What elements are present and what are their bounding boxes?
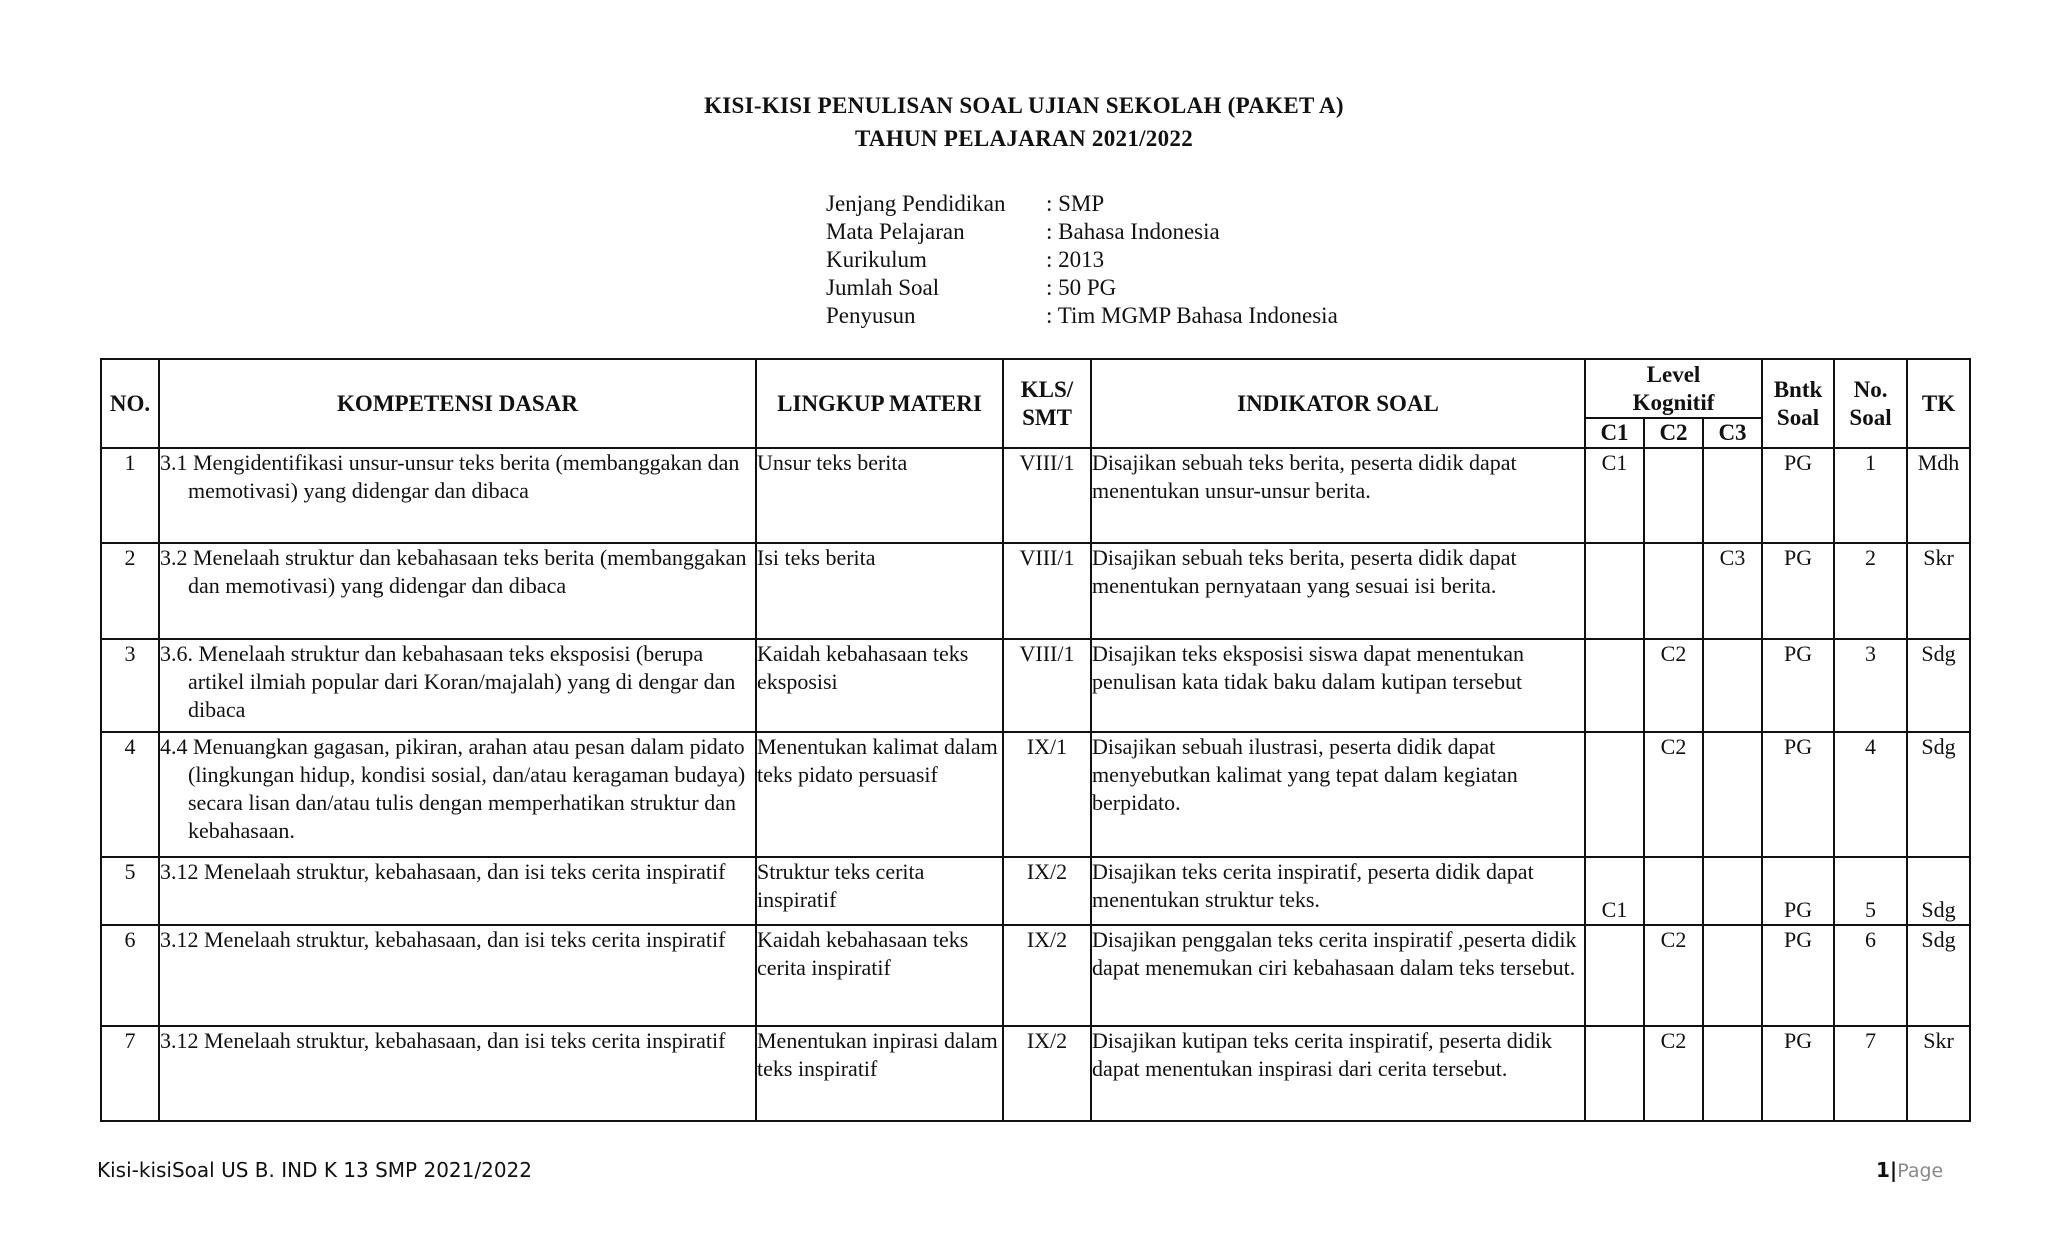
cell-bentuk-soal: PG — [1762, 448, 1834, 543]
meta-value: : SMP — [1046, 191, 1105, 216]
cell-bentuk-soal: PG — [1762, 1026, 1834, 1121]
cell-kls-smt: VIII/1 — [1003, 543, 1091, 639]
header-tk: TK — [1907, 359, 1970, 448]
cell-kompetensi-dasar — [159, 732, 756, 857]
header-kls-line1: KLS/ — [1020, 376, 1074, 402]
cell-lingkup-materi: Struktur teks cerita inspiratif — [756, 857, 1003, 925]
page-number: 1 — [1876, 1158, 1890, 1182]
cell-c2: C2 — [1644, 1026, 1703, 1121]
cell-kompetensi-dasar — [159, 925, 756, 1026]
cell-indikator: Disajikan sebuah teks berita, peserta didik dapat menentukan pernyataan yang sesuai isi berita. — [1091, 543, 1585, 639]
document-title: KISI-KISI PENULISAN SOAL UJIAN SEKOLAH (PAKET A) — [704, 93, 1344, 118]
cell-tk: Sdg — [1907, 857, 1970, 925]
header-c1: C1 — [1585, 418, 1644, 448]
table-row — [101, 732, 1970, 857]
document-subtitle: TAHUN PELAJARAN 2021/2022 — [854, 126, 1194, 151]
cell-c2 — [1644, 543, 1703, 639]
cell-no: 3 — [101, 639, 159, 732]
cell-c2 — [1644, 448, 1703, 543]
header-indikator-soal: INDIKATOR SOAL — [1091, 359, 1585, 448]
meta-value: : 50 PG — [1046, 275, 1117, 300]
header-kompetensi-dasar: KOMPETENSI DASAR — [159, 359, 756, 448]
cell-no-soal: 6 — [1834, 925, 1907, 1026]
kd-text: 3.12 Menelaah struktur, kebahasaan, dan isi teks cerita inspiratif — [160, 1028, 726, 1053]
cell-c1 — [1585, 925, 1644, 1026]
cell-indikator: Disajikan penggalan teks cerita inspiratif ,peserta didik dapat menemukan ciri kebahasaan dalam teks tersebut. — [1091, 925, 1585, 1026]
cell-no-soal: 5 — [1834, 857, 1907, 925]
cell-kompetensi-dasar — [159, 448, 756, 543]
meta-row-mapel — [826, 218, 1338, 246]
kd-text: 3.2 Menelaah struktur dan kebahasaan teks berita (membanggakan dan memotivasi) yang didengar dan dibaca — [160, 545, 747, 598]
header-level-kognitif — [1585, 359, 1762, 418]
cell-c2: C2 — [1644, 925, 1703, 1026]
cell-c1: C1 — [1585, 448, 1644, 543]
footer-page-indicator — [1876, 1158, 1943, 1182]
cell-bentuk-soal: PG — [1762, 732, 1834, 857]
meta-label: Penyusun — [826, 303, 916, 328]
cell-tk: Sdg — [1907, 925, 1970, 1026]
header-c3: C3 — [1703, 418, 1762, 448]
cell-kompetensi-dasar — [159, 1026, 756, 1121]
meta-label: Mata Pelajaran — [826, 219, 965, 244]
cell-c3 — [1703, 925, 1762, 1026]
document-metadata — [826, 190, 1338, 330]
cell-lingkup-materi: Menentukan kalimat dalam teks pidato persuasif — [756, 732, 1003, 857]
cell-no-soal: 7 — [1834, 1026, 1907, 1121]
cell-indikator: Disajikan sebuah ilustrasi, peserta didik dapat menyebutkan kalimat yang tepat dalam kegiatan berpidato. — [1091, 732, 1585, 857]
header-bentuk-soal — [1762, 359, 1834, 448]
table-row — [101, 543, 1970, 639]
cell-no: 4 — [101, 732, 159, 857]
header-c2: C2 — [1644, 418, 1703, 448]
cell-kls-smt: IX/2 — [1003, 857, 1091, 925]
cell-tk: Sdg — [1907, 732, 1970, 857]
cell-c3 — [1703, 448, 1762, 543]
cell-kls-smt: IX/1 — [1003, 732, 1091, 857]
cell-kls-smt: IX/2 — [1003, 1026, 1091, 1121]
cell-indikator: Disajikan teks eksposisi siswa dapat menentukan penulisan kata tidak baku dalam kutipan tersebut — [1091, 639, 1585, 732]
cell-c1 — [1585, 639, 1644, 732]
header-nosoal-line2: Soal — [1849, 404, 1892, 430]
cell-indikator: Disajikan teks cerita inspiratif, peserta didik dapat menentukan struktur teks. — [1091, 857, 1585, 925]
kd-text: 3.12 Menelaah struktur, kebahasaan, dan isi teks cerita inspiratif — [160, 859, 726, 884]
cell-c3 — [1703, 857, 1762, 925]
meta-label: Kurikulum — [826, 247, 927, 272]
header-level-line1: Level — [1646, 361, 1701, 387]
meta-value: : Tim MGMP Bahasa Indonesia — [1046, 303, 1338, 328]
kd-text: 3.12 Menelaah struktur, kebahasaan, dan isi teks cerita inspiratif — [160, 927, 726, 952]
meta-row-penyusun — [826, 302, 1338, 330]
kd-text: 3.6. Menelaah struktur dan kebahasaan teks eksposisi (berupa artikel ilmiah popular dari Koran/majalah) yang di dengar dan dibaca — [160, 641, 736, 722]
cell-kls-smt: IX/2 — [1003, 925, 1091, 1026]
header-lingkup-materi: LINGKUP MATERI — [756, 359, 1003, 448]
cell-bentuk-soal: PG — [1762, 639, 1834, 732]
cell-c3: C3 — [1703, 543, 1762, 639]
kd-text: 3.1 Mengidentifikasi unsur-unsur teks berita (membanggakan dan memotivasi) yang didengar dan dibaca — [160, 450, 740, 503]
cell-c3 — [1703, 639, 1762, 732]
cell-no: 2 — [101, 543, 159, 639]
header-kls-line2: SMT — [1022, 404, 1072, 430]
header-bntk-line2: Soal — [1776, 404, 1820, 430]
cell-kompetensi-dasar — [159, 857, 756, 925]
page-separator: | — [1889, 1158, 1898, 1182]
table-row — [101, 448, 1970, 543]
meta-value: : Bahasa Indonesia — [1046, 219, 1220, 244]
meta-label: Jenjang Pendidikan — [826, 191, 1006, 216]
cell-bentuk-soal: PG — [1762, 543, 1834, 639]
cell-c1: C1 — [1585, 857, 1644, 925]
cell-indikator: Disajikan kutipan teks cerita inspiratif, peserta didik dapat menentukan inspirasi dari cerita tersebut. — [1091, 1026, 1585, 1121]
cell-indikator: Disajikan sebuah teks berita, peserta didik dapat menentukan unsur-unsur berita. — [1091, 448, 1585, 543]
meta-row-kurikulum — [826, 246, 1338, 274]
kd-text: 4.4 Menuangkan gagasan, pikiran, arahan atau pesan dalam pidato (lingkungan hidup, kondisi sosial, dan/atau keragaman budaya) secara lisan dan/atau tulis dengan memperhatikan struktur dan kebahasaan. — [160, 734, 746, 843]
cell-bentuk-soal: PG — [1762, 857, 1834, 925]
cell-c2 — [1644, 857, 1703, 925]
cell-no-soal: 1 — [1834, 448, 1907, 543]
kisi-kisi-table — [100, 358, 1971, 1122]
cell-no: 1 — [101, 448, 159, 543]
page-word: Page — [1897, 1160, 1944, 1182]
table-row — [101, 857, 1970, 925]
header-no: NO. — [101, 359, 159, 448]
cell-tk: Skr — [1907, 543, 1970, 639]
cell-lingkup-materi: Menentukan inpirasi dalam teks inspiratif — [756, 1026, 1003, 1121]
cell-c1 — [1585, 543, 1644, 639]
cell-no-soal: 4 — [1834, 732, 1907, 857]
cell-kls-smt: VIII/1 — [1003, 448, 1091, 543]
cell-lingkup-materi: Unsur teks berita — [756, 448, 1003, 543]
footer-document-name: Kisi-kisiSoal US B. IND K 13 SMP 2021/2022 — [97, 1158, 533, 1182]
cell-lingkup-materi: Isi teks berita — [756, 543, 1003, 639]
table-row — [101, 639, 1970, 732]
table-row — [101, 1026, 1970, 1121]
cell-c2: C2 — [1644, 732, 1703, 857]
cell-no: 7 — [101, 1026, 159, 1121]
cell-no: 6 — [101, 925, 159, 1026]
cell-kompetensi-dasar — [159, 543, 756, 639]
header-kls-smt — [1003, 359, 1091, 448]
cell-lingkup-materi: Kaidah kebahasaan teks eksposisi — [756, 639, 1003, 732]
cell-bentuk-soal: PG — [1762, 925, 1834, 1026]
cell-c3 — [1703, 732, 1762, 857]
meta-value: : 2013 — [1046, 247, 1105, 272]
header-nosoal-line1: No. — [1853, 376, 1888, 402]
cell-c2: C2 — [1644, 639, 1703, 732]
header-no-soal — [1834, 359, 1907, 448]
cell-tk: Skr — [1907, 1026, 1970, 1121]
cell-kls-smt: VIII/1 — [1003, 639, 1091, 732]
header-bntk-line1: Bntk — [1773, 376, 1823, 402]
cell-lingkup-materi: Kaidah kebahasaan teks cerita inspiratif — [756, 925, 1003, 1026]
cell-c1 — [1585, 732, 1644, 857]
cell-no-soal: 3 — [1834, 639, 1907, 732]
header-level-line2: Kognitif — [1632, 389, 1715, 415]
cell-tk: Mdh — [1907, 448, 1970, 543]
cell-c1 — [1585, 1026, 1644, 1121]
cell-kompetensi-dasar — [159, 639, 756, 732]
table-row — [101, 925, 1970, 1026]
cell-c3 — [1703, 1026, 1762, 1121]
meta-label: Jumlah Soal — [826, 275, 940, 300]
meta-row-jumlah-soal — [826, 274, 1338, 302]
cell-no: 5 — [101, 857, 159, 925]
cell-tk: Sdg — [1907, 639, 1970, 732]
meta-row-jenjang — [826, 190, 1338, 218]
cell-no-soal: 2 — [1834, 543, 1907, 639]
